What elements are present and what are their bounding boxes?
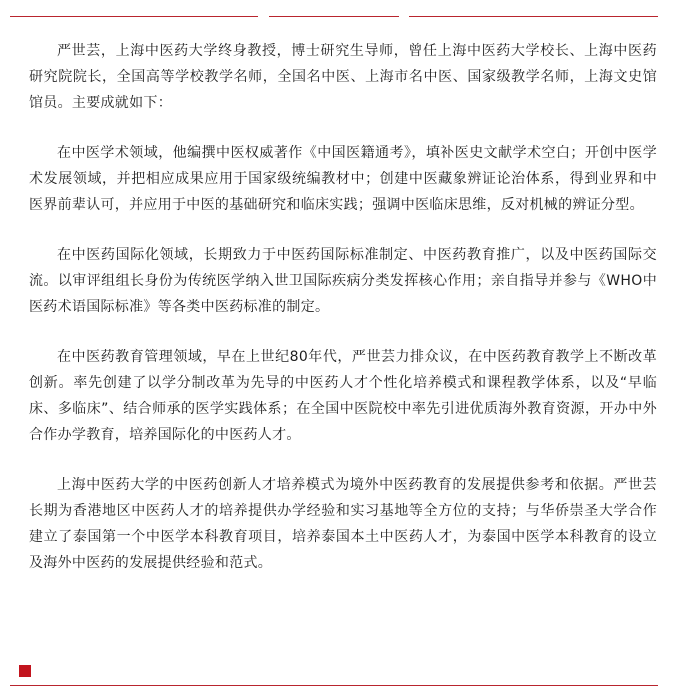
overseas-education-paragraph: 上海中医药大学的中医药创新人才培养模式为境外中医药教育的发展提供参考和依据。严世芸长期为香港地区中医药人才的培养提供办学经验和实习基地等全方位的支持；与华侨崇圣大学合作建立了泰国第一个中医学本科教育项目，培养泰国本土中医药人才，为泰国中医学本科教育的设立及海外中医药的发展提供经验和范式。 bbox=[29, 477, 657, 571]
top-divider bbox=[10, 16, 658, 17]
academic-achievement-paragraph: 在中医学术领域，他编撰中医权威著作《中国医籍通考》，填补医史文献学术空白；开创中医学术发展领域，并把相应成果应用于国家级统编教材中；创建中医藏象辨证论治体系，得到业界和中医界前辈认可，并应用于中医的基础研究和临床实践；强调中医临床思维，反对机械的辨证分型。 bbox=[29, 145, 657, 213]
education-management-paragraph: 在中医药教育管理领域，早在上世纪80年代，严世芸力排众议，在中医药教育教学上不断改革创新。率先创建了以学分制改革为先导的中医药人才个性化培养模式和课程教学体系，以及“早临床、多临床”、结合师承的医学实践体系；在全国中医院校中率先引进优质海外教育资源，开办中外合作办学教育，培养国际化的中医药人才。 bbox=[29, 349, 657, 443]
end-marker-square-icon bbox=[19, 665, 31, 677]
article-body bbox=[29, 38, 657, 576]
top-divider-right bbox=[409, 16, 658, 17]
top-divider-left bbox=[10, 16, 258, 17]
top-divider-middle bbox=[269, 16, 399, 17]
internationalization-paragraph: 在中医药国际化领域，长期致力于中医药国际标准制定、中医药教育推广，以及中医药国际交流。以审评组组长身份为传统医学纳入世卫国际疾病分类发挥核心作用；亲自指导并参与《WHO中医药术语国际标准》等各类中医药标准的制定。 bbox=[29, 247, 657, 315]
bottom-divider bbox=[10, 685, 658, 686]
intro-paragraph: 严世芸，上海中医药大学终身教授，博士研究生导师，曾任上海中医药大学校长、上海中医药研究院院长，全国高等学校教学名师，全国名中医、上海市名中医、国家级教学名师，上海文史馆馆员。主要成就如下： bbox=[29, 43, 657, 111]
